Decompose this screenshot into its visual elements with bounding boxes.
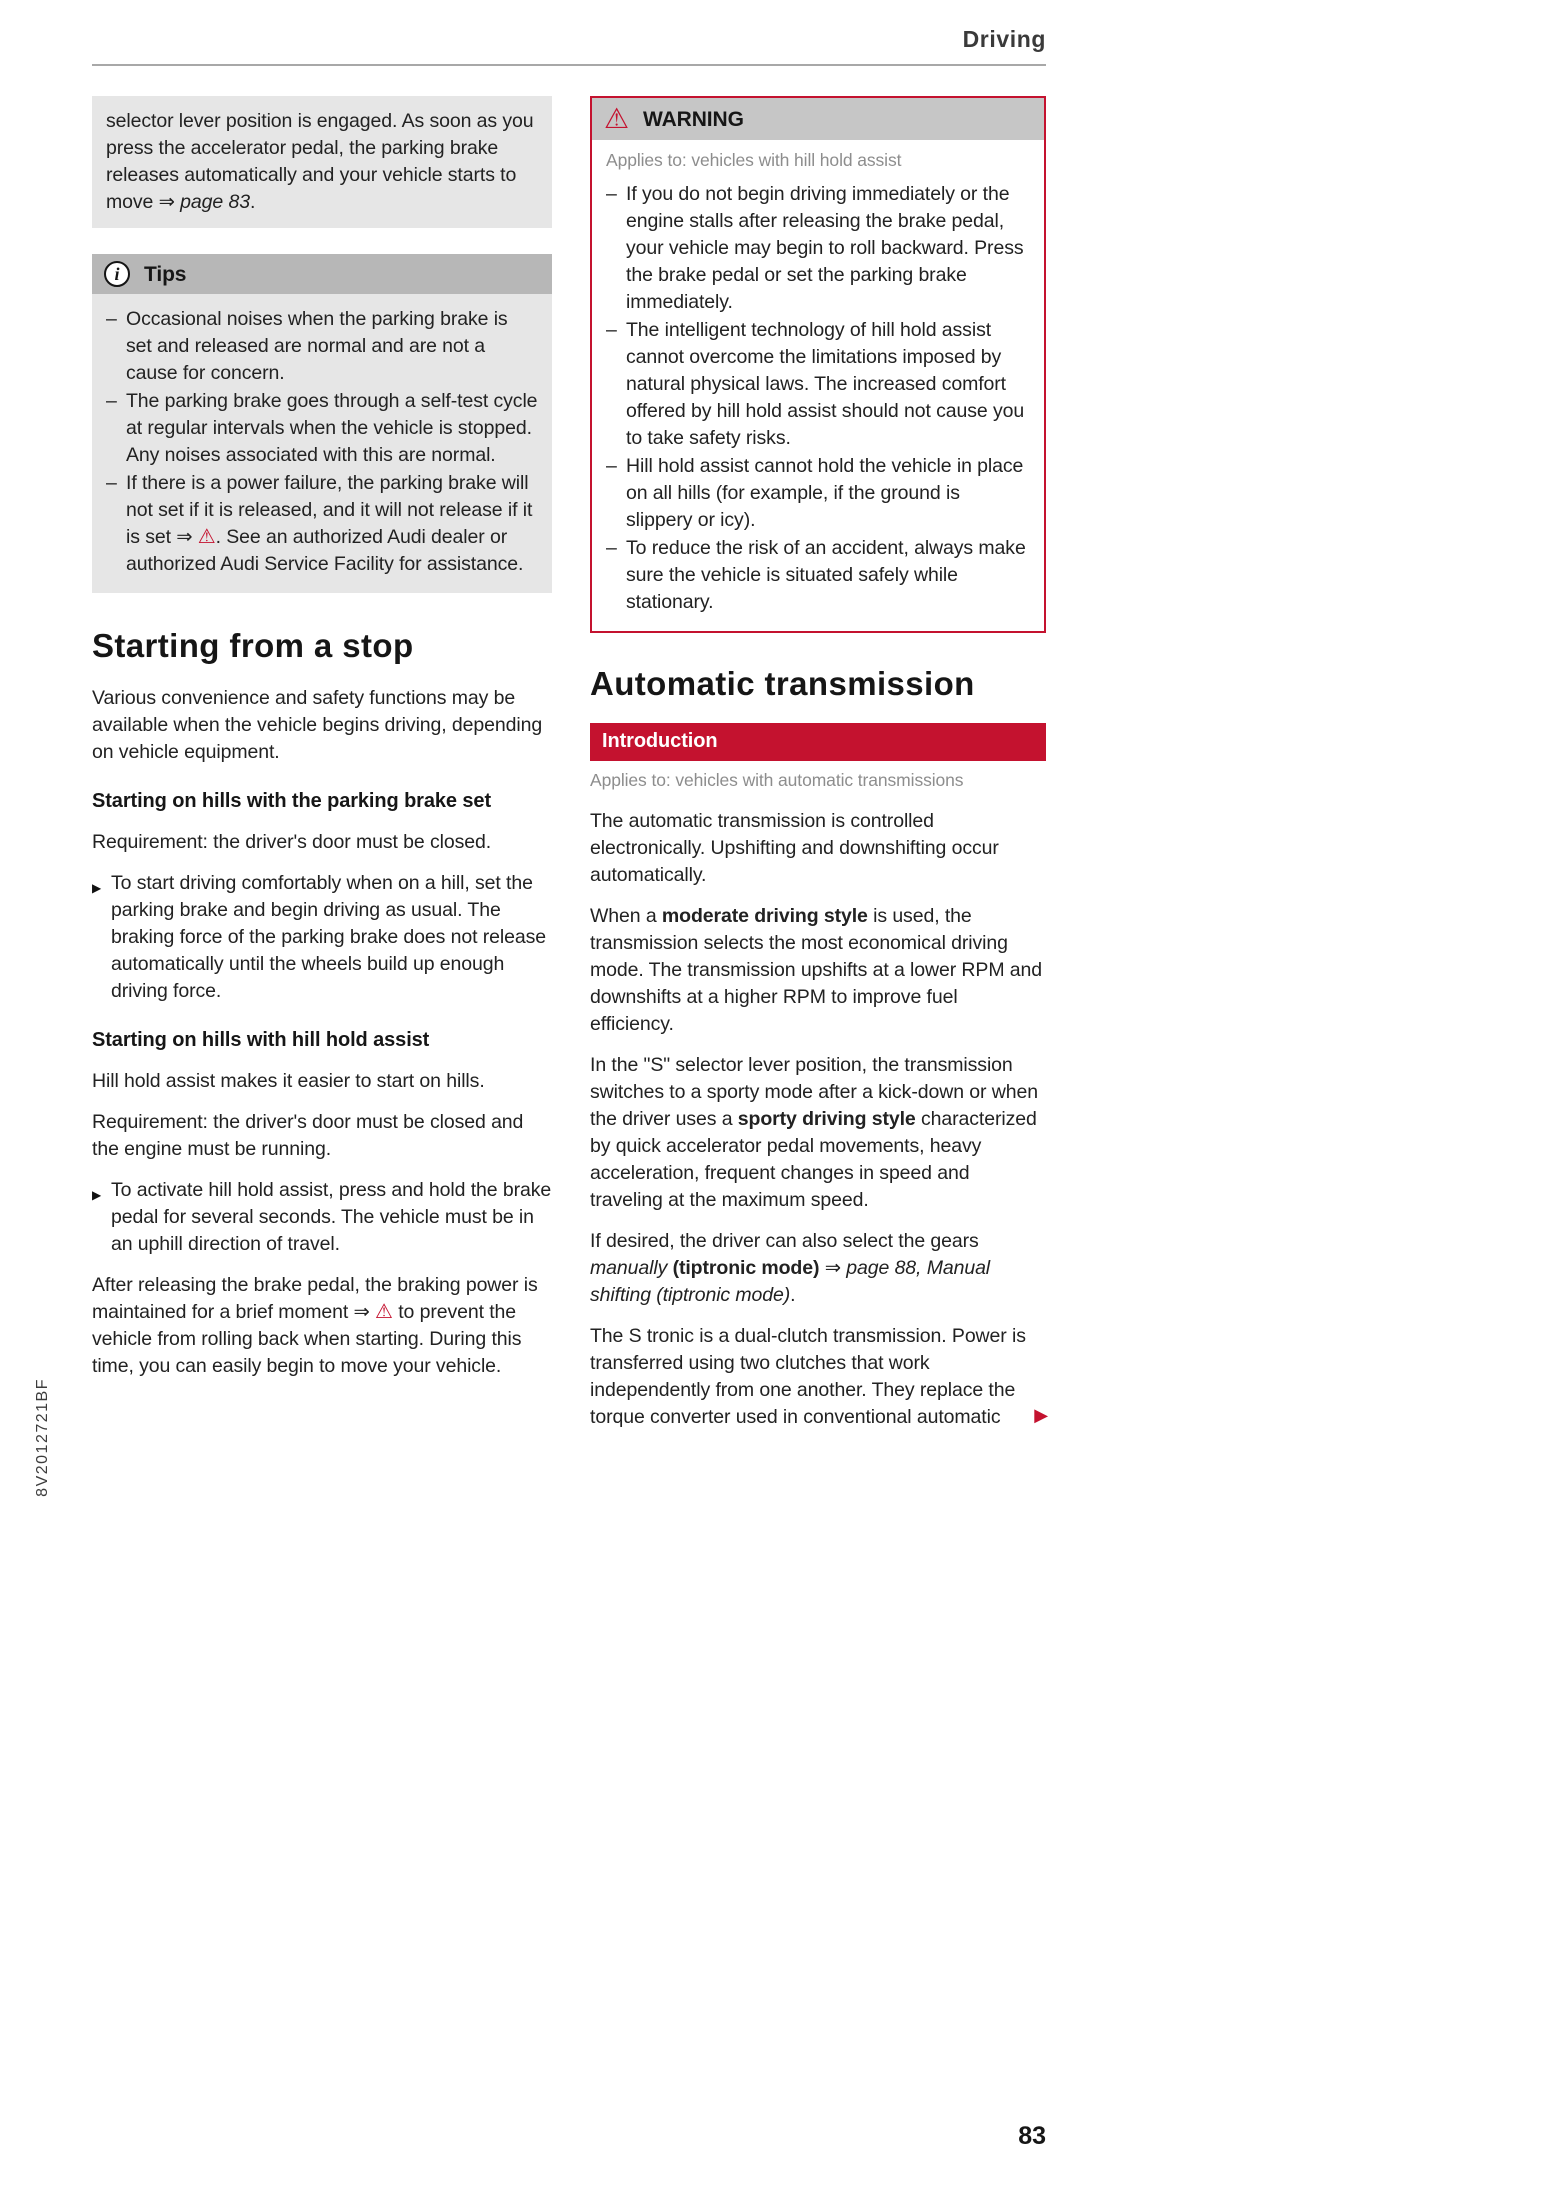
- left-column: [92, 96, 552, 1394]
- paragraph-text: .: [249, 191, 256, 213]
- tips-box: [92, 254, 552, 593]
- warning-triangle-icon: ⚠: [604, 103, 630, 134]
- tips-title: Tips: [144, 262, 187, 286]
- warning-item: [606, 453, 1030, 534]
- instruction-text: To start driving comfortably when on a hill, set the parking brake and begin driving as usual. The braking force of the parking brake does not release automatically until the wheels build up enough driving force.: [111, 872, 547, 1002]
- paragraph-text: characterized by quick accelerator pedal movements, heavy acceleration, frequent changes in speed and traveling at the maximum speed.: [590, 1108, 1037, 1211]
- paragraph: [590, 1228, 1046, 1309]
- page-header-title: Driving: [962, 26, 1046, 52]
- warning-triangle-icon: ⚠: [375, 1301, 393, 1323]
- warning-triangle-icon: ⚠: [197, 526, 216, 548]
- paragraph-text: In the "S" selector lever position, the transmission switches to a sporty mode after a kick-down or when the driver uses a: [590, 1054, 1038, 1130]
- paragraph: [590, 1323, 1046, 1431]
- paragraph: [590, 903, 1046, 1038]
- emphasis-text: manually: [590, 1257, 668, 1279]
- document-code: 8V2012721BF: [34, 1378, 51, 1497]
- paragraph-text: selector lever position is engaged. As soon as you press the accelerator pedal, the parking brake releases automatically and your vehicle starts to move ⇒: [106, 110, 534, 213]
- introduction-bar: Introduction: [590, 723, 1046, 761]
- paragraph-text: .: [790, 1284, 796, 1306]
- emphasis-text: moderate driving style: [661, 905, 868, 927]
- warning-item-text: The intelligent technology of hill hold assist cannot overcome the limitations imposed by natural physical laws. The increased comfort offered by hill hold assist should not cause you to take safety risks.: [626, 319, 1025, 449]
- paragraph-text: is used, the transmission selects the most economical driving mode. The transmission upshifts at a lower RPM and downshifts at a higher RPM to improve fuel efficiency.: [590, 905, 1043, 1035]
- paragraph-text: If desired, the driver can also select the gears: [590, 1230, 979, 1252]
- info-icon-letter: i: [114, 264, 120, 284]
- warning-item-text: Hill hold assist cannot hold the vehicle in place on all hills (for example, if the ground is slippery or icy).: [626, 455, 1024, 531]
- section-heading-automatic-transmission: Automatic transmission: [590, 665, 975, 702]
- right-column: [590, 96, 1046, 1445]
- tips-item-text: . See an authorized Audi dealer or authorized Audi Service Facility for assistance.: [126, 526, 524, 575]
- tips-body: [92, 294, 552, 593]
- paragraph-text: After releasing the brake pedal, the braking power is maintained for a brief moment ⇒: [92, 1274, 538, 1323]
- section-heading-starting-from-a-stop: Starting from a stop: [92, 627, 414, 664]
- paragraph: Requirement: the driver's door must be closed.: [92, 831, 492, 853]
- paragraph: [590, 1052, 1046, 1214]
- warning-item-text: To reduce the risk of an accident, always make sure the vehicle is situated safely while stationary.: [626, 537, 1026, 613]
- page-reference: page 83: [180, 191, 250, 213]
- applies-note: Applies to: vehicles with automatic transmissions: [590, 770, 964, 790]
- warning-item-text: If you do not begin driving immediately or the engine stalls after releasing the brake pedal, your vehicle may begin to roll backward. Press the brake pedal or set the parking brake immediately.: [626, 183, 1024, 313]
- tips-item: [106, 388, 538, 469]
- warning-item: [606, 317, 1030, 452]
- warning-item: [606, 181, 1030, 316]
- paragraph-text: ⇒: [819, 1257, 847, 1279]
- tips-item-text: If there is a power failure, the parking brake will not set if it is released, and it will not release if it is set ⇒: [126, 472, 533, 548]
- warning-body: [592, 140, 1044, 631]
- paragraph-text: When a: [590, 905, 662, 927]
- paragraph: Requirement: the driver's door must be closed and the engine must be running.: [92, 1111, 524, 1160]
- info-icon: [104, 261, 130, 287]
- page-number: 83: [1018, 2122, 1046, 2150]
- tips-item-text: The parking brake goes through a self-test cycle at regular intervals when the vehicle is stopped. Any noises associated with this are normal.: [126, 390, 538, 466]
- paragraph-text: The S tronic is a dual-clutch transmission. Power is transferred using two clutches that work independently from one another. They replace the torque converter used in conventional automatic: [590, 1325, 1026, 1428]
- paragraph: The automatic transmission is controlled electronically. Upshifting and downshifting occur automatically.: [590, 810, 999, 886]
- instruction-text: To activate hill hold assist, press and hold the brake pedal for several seconds. The vehicle must be in an uphill direction of travel.: [111, 1179, 552, 1255]
- header-rule: [92, 64, 1046, 66]
- emphasis-text: (tiptronic mode): [672, 1257, 820, 1279]
- warning-box: [590, 96, 1046, 633]
- subheading-hill-hold-assist: Starting on hills with hill hold assist: [92, 1029, 430, 1051]
- subheading-parking-brake-set: Starting on hills with the parking brake set: [92, 790, 491, 812]
- page-reference: page 88, Manual shifting (tiptronic mode): [590, 1257, 991, 1306]
- applies-note: Applies to: vehicles with hill hold assist: [606, 150, 902, 170]
- warning-header: [592, 98, 1044, 140]
- tips-item: [106, 306, 538, 387]
- tips-item: [106, 470, 538, 578]
- warning-title: WARNING: [643, 107, 744, 131]
- emphasis-text: sporty driving style: [737, 1108, 916, 1130]
- paragraph-text: to prevent the vehicle from rolling back when starting. During this time, you can easily begin to move your vehicle.: [92, 1301, 522, 1377]
- instruction-item: [92, 1177, 552, 1258]
- continuation-arrow-icon: ▶: [1034, 1405, 1048, 1425]
- tips-header: [92, 254, 552, 294]
- continuation-paragraph-box: [92, 96, 552, 228]
- tips-item-text: Occasional noises when the parking brake is set and released are normal and are not a cause for concern.: [126, 308, 508, 384]
- instruction-item: [92, 870, 552, 1005]
- paragraph: [92, 1272, 552, 1380]
- warning-item: [606, 535, 1030, 616]
- paragraph: Various convenience and safety functions may be available when the vehicle begins driving, depending on vehicle equipment.: [92, 687, 543, 763]
- paragraph: Hill hold assist makes it easier to start on hills.: [92, 1070, 485, 1092]
